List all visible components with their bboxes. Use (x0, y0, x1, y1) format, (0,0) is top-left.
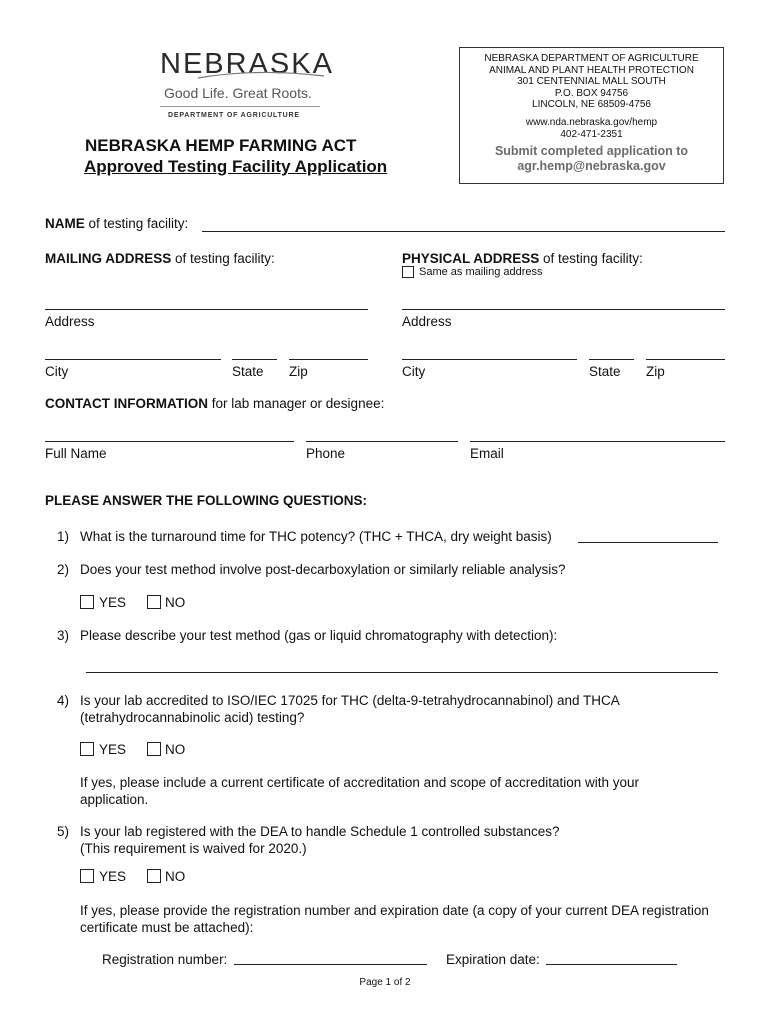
q3-method-field[interactable] (86, 672, 718, 673)
q3-text: Please describe your test method (gas or liquid chromatography with detection): (80, 628, 558, 643)
q4-number: 4) (57, 693, 70, 708)
agency-phone: 402-471-2351 (560, 128, 623, 140)
physical-city-field[interactable] (402, 359, 577, 360)
same-as-mailing-checkbox[interactable] (402, 266, 414, 278)
q5-yes-checkbox[interactable] (80, 869, 94, 883)
same-as-mailing-label: Same as mailing address (419, 266, 543, 278)
expiration-date-field[interactable] (546, 964, 677, 965)
mailing-city-field[interactable] (45, 359, 221, 360)
q4-followup-line1: If yes, please include a current certificate of accreditation and scope of accreditation with your (80, 775, 640, 790)
q5-yes-label: YES (99, 869, 127, 884)
q4-yes-checkbox[interactable] (80, 742, 94, 756)
q1-turnaround-field[interactable] (578, 542, 718, 543)
q5-number: 5) (57, 824, 70, 839)
mailing-zip-caption: Zip (289, 364, 308, 379)
q4-yes-label: YES (99, 742, 127, 757)
physical-city-caption: City (402, 364, 426, 379)
q5-no-checkbox[interactable] (147, 869, 161, 883)
physical-zip-field[interactable] (646, 359, 725, 360)
physical-address-label: PHYSICAL ADDRESS of testing facility: (402, 251, 643, 266)
agency-name: NEBRASKA DEPARTMENT OF AGRICULTURE (484, 53, 699, 64)
submit-email: agr.hemp@nebraska.gov (517, 159, 666, 174)
logo-divider (160, 106, 320, 107)
logo-wordmark: NEBRASKA (160, 48, 334, 80)
registration-number-label: Registration number: (102, 952, 228, 967)
q1-text: What is the turnaround time for THC potency? (THC + THCA, dry weight basis) (80, 529, 552, 544)
page-number: Page 1 of 2 (359, 977, 411, 988)
agency-division: ANIMAL AND PLANT HEALTH PROTECTION (489, 64, 694, 76)
full-name-caption: Full Name (45, 446, 107, 461)
physical-zip-caption: Zip (646, 364, 665, 379)
q1-number: 1) (57, 529, 70, 544)
facility-name-label: NAME of testing facility: (45, 216, 189, 231)
q5-text-line1: Is your lab registered with the DEA to handle Schedule 1 controlled substances? (80, 824, 560, 839)
email-caption: Email (470, 446, 504, 461)
q5-followup-line1: If yes, please provide the registration number and expiration date (a copy of your current DEA registration (80, 903, 709, 918)
q4-no-checkbox[interactable] (147, 742, 161, 756)
form-subtitle: Approved Testing Facility Application (84, 157, 388, 176)
q4-followup-line2: application. (80, 792, 149, 807)
agency-city: LINCOLN, NE 68509-4756 (532, 99, 651, 111)
registration-number-field[interactable] (234, 964, 427, 965)
agency-website: www.nda.nebraska.gov/hemp (525, 116, 658, 128)
q2-yes-checkbox[interactable] (80, 595, 94, 609)
logo-swoosh (196, 70, 326, 80)
q5-followup-line2: certificate must be attached): (80, 920, 254, 935)
phone-caption: Phone (306, 446, 346, 461)
expiration-date-label: Expiration date: (446, 952, 540, 967)
agency-po-box: P.O. BOX 94756 (554, 87, 629, 99)
agency-address-box (459, 47, 724, 184)
physical-state-field[interactable] (589, 359, 634, 360)
q2-no-label: NO (165, 595, 186, 610)
physical-address-caption: Address (402, 314, 452, 329)
q2-no-checkbox[interactable] (147, 595, 161, 609)
q3-number: 3) (57, 628, 70, 643)
q4-no-label: NO (165, 742, 186, 757)
form-title: NEBRASKA HEMP FARMING ACT (85, 136, 357, 155)
q4-text-line1: Is your lab accredited to ISO/IEC 17025 for THC (delta-9-tetrahydrocannabinol) and THCA (80, 693, 620, 708)
submit-instruction: Submit completed application to (494, 144, 689, 159)
mailing-state-field[interactable] (232, 359, 277, 360)
q2-number: 2) (57, 562, 70, 577)
contact-full-name-field[interactable] (45, 441, 294, 442)
mailing-address-field[interactable] (45, 309, 368, 310)
mailing-state-caption: State (232, 364, 264, 379)
q5-no-label: NO (165, 869, 186, 884)
logo-department: DEPARTMENT OF AGRICULTURE (168, 112, 300, 119)
q2-yes-label: YES (99, 595, 127, 610)
q5-text-line2: (This requirement is waived for 2020.) (80, 841, 307, 856)
agency-street: 301 CENTENNIAL MALL SOUTH (517, 76, 666, 88)
physical-address-field[interactable] (402, 309, 725, 310)
facility-name-field[interactable] (202, 231, 725, 232)
contact-info-label: CONTACT INFORMATION for lab manager or designee: (45, 396, 385, 411)
mailing-address-label: MAILING ADDRESS of testing facility: (45, 251, 275, 266)
logo-tagline: Good Life. Great Roots. (164, 85, 312, 101)
q4-text-line2: (tetrahydrocannabinolic acid) testing? (80, 710, 305, 725)
questions-heading: PLEASE ANSWER THE FOLLOWING QUESTIONS: (45, 493, 368, 508)
mailing-address-caption: Address (45, 314, 95, 329)
contact-email-field[interactable] (470, 441, 725, 442)
mailing-city-caption: City (45, 364, 69, 379)
contact-phone-field[interactable] (306, 441, 458, 442)
physical-state-caption: State (589, 364, 621, 379)
mailing-zip-field[interactable] (289, 359, 368, 360)
q2-text: Does your test method involve post-decarboxylation or similarly reliable analysis? (80, 562, 566, 577)
